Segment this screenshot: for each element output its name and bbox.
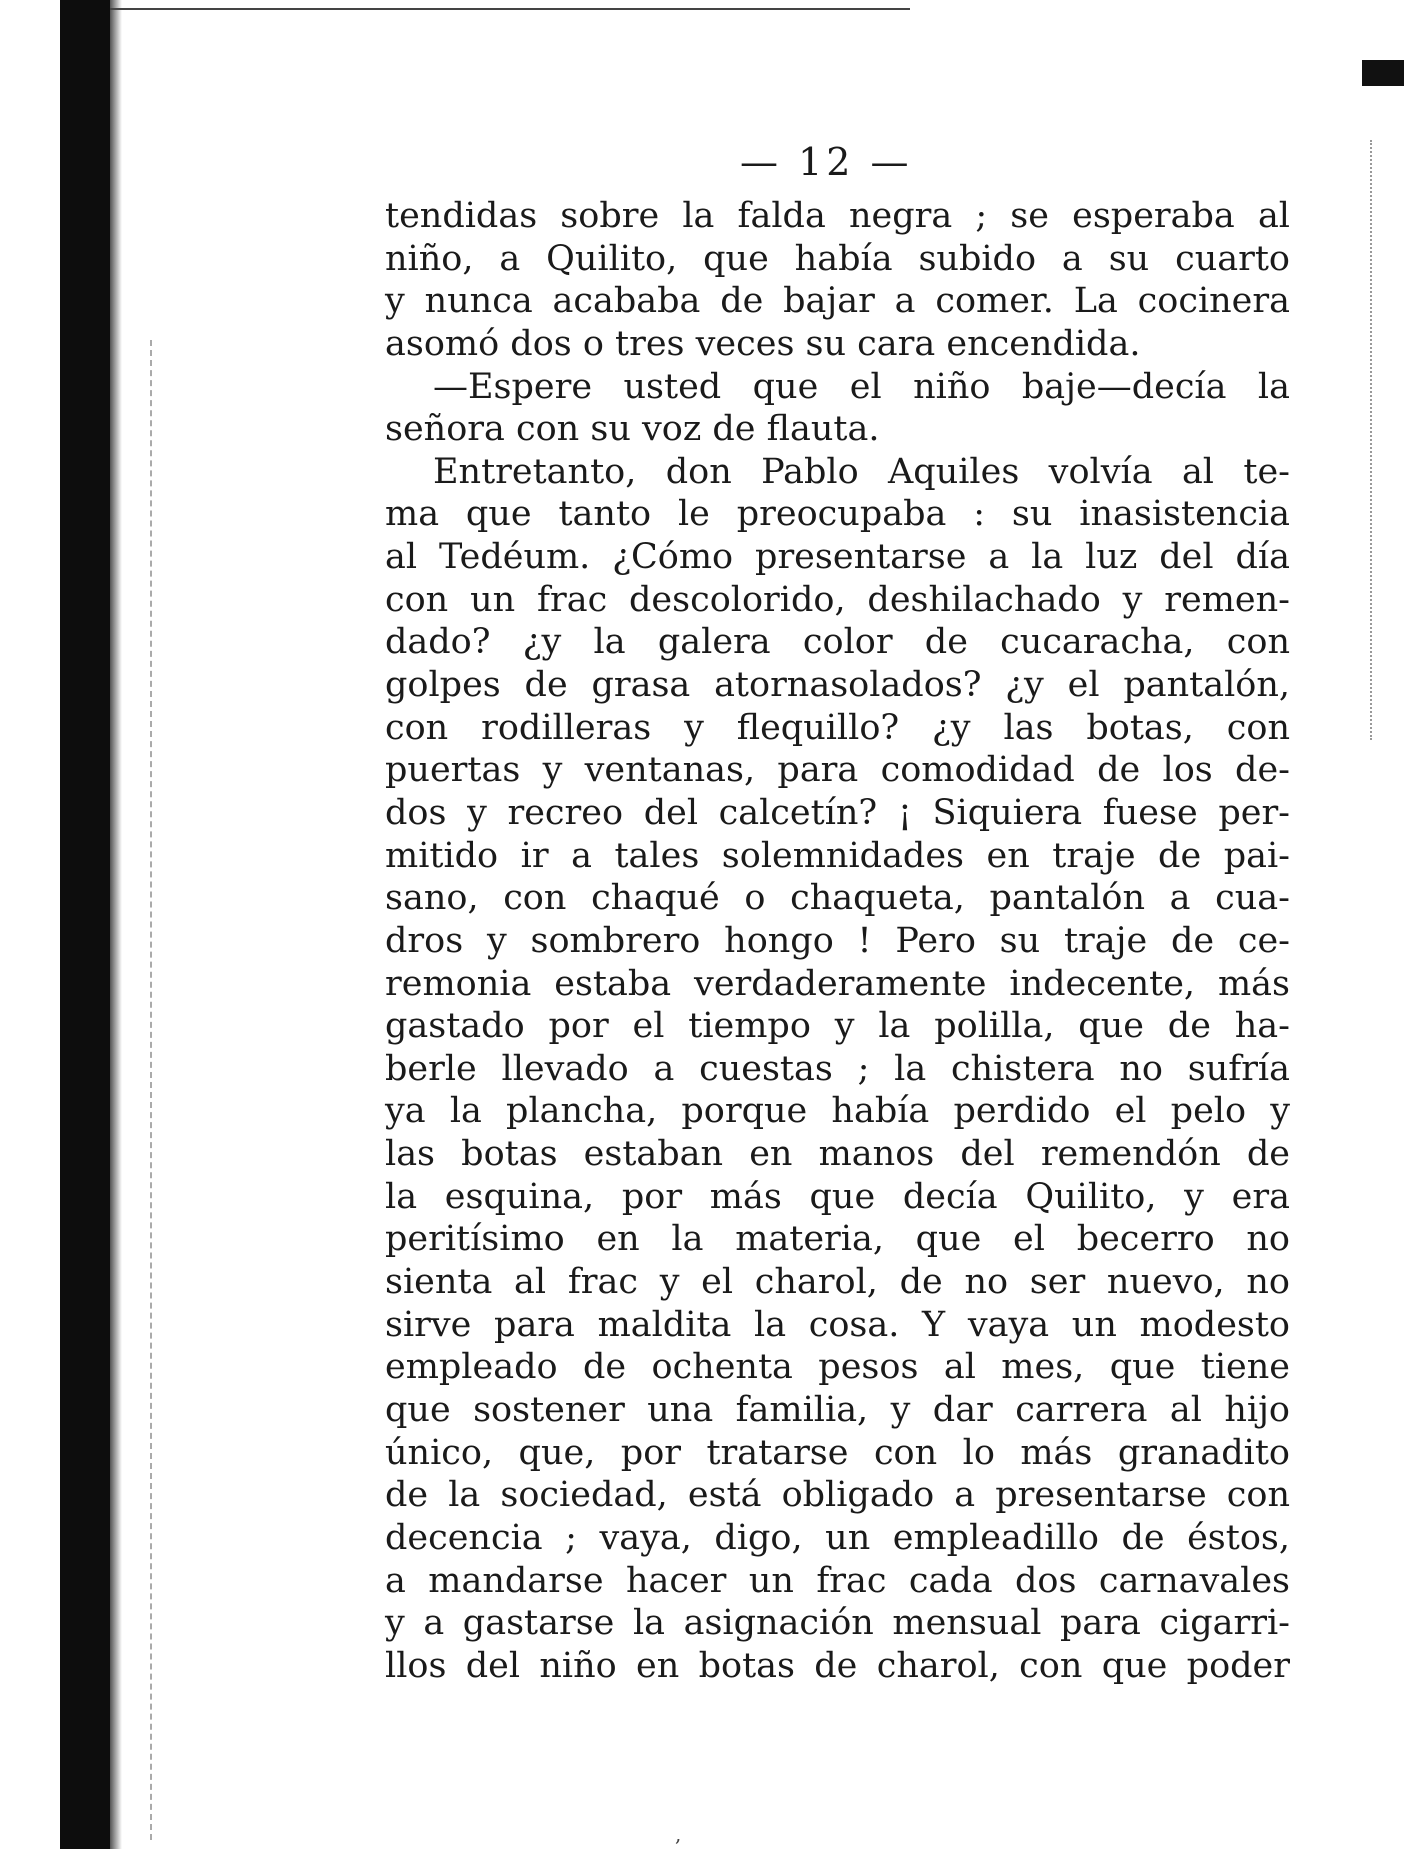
text-line: golpes de grasa atornasolados? ¿y el pantalón, (385, 665, 1290, 706)
text-line: y nunca acababa de bajar a comer. La cocinera (385, 281, 1290, 322)
text-line: a mandarse hacer un frac cada dos carnavales (385, 1560, 1290, 1601)
text-line: gastado por el tiempo y la polilla, que de ha- (385, 1006, 1290, 1047)
text-line: mitido ir a tales solemnidades en traje de pai- (385, 835, 1290, 876)
text-line: ya la plancha, porque había perdido el pelo y (385, 1091, 1290, 1132)
text-line: puertas y ventanas, para comodidad de los de- (385, 750, 1290, 791)
text-line: asomó dos o tres veces su cara encendida. (385, 323, 1141, 364)
text-line: dros y sombrero hongo ! Pero su traje de ce- (385, 920, 1290, 961)
text-line: señora con su voz de flauta. (385, 409, 880, 450)
text-line: sano, con chaqué o chaqueta, pantalón a cua- (385, 878, 1290, 919)
text-line: dado? ¿y la galera color de cucaracha, con (385, 622, 1290, 663)
page-number: — 12 — (740, 140, 913, 184)
text-line: remonia estaba verdaderamente indecente, más (385, 963, 1290, 1004)
text-line: berle llevado a cuestas ; la chistera no sufría (385, 1048, 1290, 1089)
text-line: Entretanto, don Pablo Aquiles volvía al te- (433, 451, 1290, 492)
text-line: con un frac descolorido, deshilachado y remen- (385, 579, 1290, 620)
scan-right-specks (1370, 140, 1376, 740)
text-line: sienta al frac y el charol, de no ser nuevo, no (385, 1262, 1290, 1303)
scan-top-rule (110, 8, 910, 10)
scan-speck: , (675, 1822, 682, 1846)
text-line: tendidas sobre la falda negra ; se esperaba al (385, 196, 1290, 236)
text-line: peritísimo en la materia, que el becerro no (385, 1219, 1290, 1260)
body-text (385, 195, 1290, 1687)
text-line: sirve para maldita la cosa. Y vaya un modesto (385, 1304, 1290, 1345)
text-line: y a gastarse la asignación mensual para cigarri- (385, 1603, 1290, 1644)
text-line: las botas estaban en manos del remendón de (385, 1134, 1290, 1175)
text-line: de la sociedad, está obligado a presentarse con (385, 1475, 1290, 1516)
scan-left-specks (150, 340, 155, 1840)
text-line: decencia ; vaya, digo, un empleadillo de éstos, (385, 1517, 1290, 1558)
text-line: —Espere usted que el niño baje—decía la (433, 366, 1290, 407)
text-line: al Tedéum. ¿Cómo presentarse a la luz del día (385, 537, 1290, 578)
scan-binding-shadow (110, 0, 122, 1849)
text-line: empleado de ochenta pesos al mes, que tiene (385, 1347, 1290, 1388)
text-line: único, que, por tratarse con lo más granadito (385, 1432, 1290, 1473)
text-line: dos y recreo del calcetín? ¡ Siquiera fuese per- (385, 792, 1290, 833)
text-line: niño, a Quilito, que había subido a su cuarto (385, 238, 1290, 279)
text-line: con rodilleras y flequillo? ¿y las botas, con (385, 707, 1290, 748)
text-line: llos del niño en botas de charol, con que poder (385, 1645, 1290, 1686)
text-line: ma que tanto le preocupaba : su inasistencia (385, 494, 1290, 535)
text-line: la esquina, por más que decía Quilito, y era (385, 1176, 1290, 1217)
scan-binding-edge (60, 0, 110, 1849)
text-line: que sostener una familia, y dar carrera al hijo (385, 1389, 1290, 1430)
scan-right-mark (1362, 60, 1404, 86)
